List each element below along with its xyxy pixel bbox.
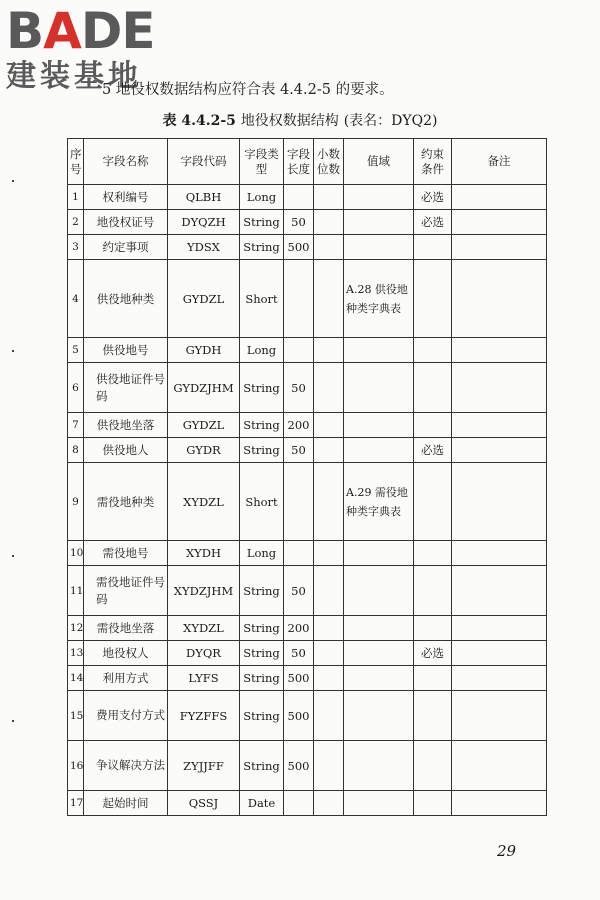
cell-value-domain — [344, 185, 414, 210]
cell-field-type: String — [240, 363, 284, 413]
cell-field-name: 供役地坐落 — [84, 413, 168, 438]
logo-wordmark: BADE — [6, 2, 155, 60]
col-header-name: 字段名称 — [84, 139, 168, 185]
cell-note — [452, 438, 547, 463]
table-row — [68, 235, 547, 260]
table-name: (表名：DYQ2) — [343, 113, 438, 129]
table-row — [68, 641, 547, 666]
cell-seq: 7 — [68, 413, 84, 438]
cell-value-domain — [344, 363, 414, 413]
cell-value-domain — [344, 741, 414, 791]
cell-value-domain — [344, 566, 414, 616]
cell-decimal-places — [314, 616, 344, 641]
cell-decimal-places — [314, 235, 344, 260]
table-header-row — [68, 139, 547, 185]
cell-constraint: 必选 — [414, 185, 452, 210]
cell-field-type: Long — [240, 338, 284, 363]
cell-constraint — [414, 338, 452, 363]
margin-mark — [12, 180, 14, 182]
cell-decimal-places — [314, 541, 344, 566]
cell-decimal-places — [314, 338, 344, 363]
cell-field-code: FYZFFS — [168, 691, 240, 741]
cell-decimal-places — [314, 438, 344, 463]
cell-seq: 2 — [68, 210, 84, 235]
cell-value-domain — [344, 616, 414, 641]
cell-constraint — [414, 541, 452, 566]
cell-constraint — [414, 363, 452, 413]
cell-seq: 12 — [68, 616, 84, 641]
cell-note — [452, 541, 547, 566]
cell-decimal-places — [314, 566, 344, 616]
table-row — [68, 185, 547, 210]
cell-decimal-places — [314, 741, 344, 791]
cell-field-code: GYDH — [168, 338, 240, 363]
cell-decimal-places — [314, 363, 344, 413]
cell-note — [452, 666, 547, 691]
table-row — [68, 363, 547, 413]
cell-value-domain — [344, 438, 414, 463]
cell-field-code: GYDZL — [168, 260, 240, 338]
cell-field-length: 50 — [284, 363, 314, 413]
cell-seq: 6 — [68, 363, 84, 413]
cell-seq: 17 — [68, 791, 84, 816]
cell-note — [452, 566, 547, 616]
cell-field-code: GYDR — [168, 438, 240, 463]
cell-field-name: 费用支付方式 — [84, 691, 168, 741]
cell-note — [452, 210, 547, 235]
cell-decimal-places — [314, 260, 344, 338]
cell-value-domain: A.28 供役地种类字典表 — [344, 260, 414, 338]
cell-field-length: 200 — [284, 413, 314, 438]
cell-constraint — [414, 413, 452, 438]
cell-field-length: 500 — [284, 235, 314, 260]
cell-value-domain — [344, 338, 414, 363]
cell-field-name: 供役地证件号码 — [84, 363, 168, 413]
cell-seq: 13 — [68, 641, 84, 666]
cell-field-code: QSSJ — [168, 791, 240, 816]
cell-note — [452, 363, 547, 413]
table-row — [68, 691, 547, 741]
cell-field-type: String — [240, 210, 284, 235]
cell-seq: 4 — [68, 260, 84, 338]
cell-field-code: ZYJJFF — [168, 741, 240, 791]
cell-note — [452, 741, 547, 791]
cell-decimal-places — [314, 185, 344, 210]
cell-field-length: 50 — [284, 438, 314, 463]
cell-note — [452, 338, 547, 363]
cell-seq: 16 — [68, 741, 84, 791]
cell-field-length — [284, 791, 314, 816]
cell-field-type: String — [240, 666, 284, 691]
table-row — [68, 616, 547, 641]
cell-field-type: String — [240, 741, 284, 791]
cell-field-name: 供役地号 — [84, 338, 168, 363]
cell-field-code: XYDZJHM — [168, 566, 240, 616]
cell-field-type: Short — [240, 463, 284, 541]
cell-decimal-places — [314, 413, 344, 438]
cell-field-name: 供役地人 — [84, 438, 168, 463]
cell-field-name: 约定事项 — [84, 235, 168, 260]
cell-field-length — [284, 260, 314, 338]
col-header-constraint: 约束条件 — [414, 139, 452, 185]
cell-decimal-places — [314, 666, 344, 691]
table-row — [68, 210, 547, 235]
cell-field-type: String — [240, 235, 284, 260]
col-header-domain: 值域 — [344, 139, 414, 185]
cell-field-length: 500 — [284, 666, 314, 691]
cell-field-type: Date — [240, 791, 284, 816]
cell-value-domain — [344, 641, 414, 666]
cell-field-type: String — [240, 566, 284, 616]
table-row — [68, 413, 547, 438]
cell-field-code: DYQZH — [168, 210, 240, 235]
cell-field-name: 需役地号 — [84, 541, 168, 566]
cell-field-length — [284, 463, 314, 541]
cell-value-domain: A.29 需役地种类字典表 — [344, 463, 414, 541]
cell-decimal-places — [314, 641, 344, 666]
cell-decimal-places — [314, 210, 344, 235]
cell-field-name: 供役地种类 — [84, 260, 168, 338]
cell-seq: 5 — [68, 338, 84, 363]
cell-note — [452, 791, 547, 816]
table-caption — [0, 110, 600, 130]
cell-constraint — [414, 260, 452, 338]
cell-constraint: 必选 — [414, 641, 452, 666]
cell-field-code: XYDZL — [168, 616, 240, 641]
col-header-decimal: 小数位数 — [314, 139, 344, 185]
cell-constraint — [414, 463, 452, 541]
table-row — [68, 260, 547, 338]
cell-constraint: 必选 — [414, 438, 452, 463]
cell-seq: 10 — [68, 541, 84, 566]
cell-field-length: 500 — [284, 691, 314, 741]
cell-field-name: 利用方式 — [84, 666, 168, 691]
cell-field-name: 地役权证号 — [84, 210, 168, 235]
cell-field-code: XYDH — [168, 541, 240, 566]
col-header-length: 字段长度 — [284, 139, 314, 185]
intro-text: 5 地役权数据结构应符合表 4.4.2-5 的要求。 — [102, 82, 394, 98]
cell-field-type: String — [240, 641, 284, 666]
table-row — [68, 338, 547, 363]
cell-field-name: 地役权人 — [84, 641, 168, 666]
cell-note — [452, 616, 547, 641]
cell-value-domain — [344, 666, 414, 691]
cell-field-code: GYDZJHM — [168, 363, 240, 413]
cell-field-code: QLBH — [168, 185, 240, 210]
cell-seq: 14 — [68, 666, 84, 691]
table-title: 地役权数据结构 — [240, 113, 339, 129]
cell-field-name: 权利编号 — [84, 185, 168, 210]
cell-field-length: 50 — [284, 566, 314, 616]
cell-note — [452, 185, 547, 210]
cell-note — [452, 641, 547, 666]
cell-seq: 1 — [68, 185, 84, 210]
margin-mark — [12, 350, 14, 352]
cell-value-domain — [344, 541, 414, 566]
cell-decimal-places — [314, 791, 344, 816]
logo-chinese-text: 建装基地 — [6, 59, 142, 94]
col-header-code: 字段代码 — [168, 139, 240, 185]
cell-field-type: Short — [240, 260, 284, 338]
data-structure-table — [67, 138, 547, 816]
table-row — [68, 438, 547, 463]
cell-seq: 9 — [68, 463, 84, 541]
cell-note — [452, 235, 547, 260]
cell-field-length: 500 — [284, 741, 314, 791]
col-header-seq: 序号 — [68, 139, 84, 185]
cell-field-name: 需役地坐落 — [84, 616, 168, 641]
cell-field-type: String — [240, 691, 284, 741]
table-row — [68, 566, 547, 616]
cell-constraint — [414, 616, 452, 641]
cell-constraint — [414, 691, 452, 741]
cell-field-length: 50 — [284, 210, 314, 235]
cell-constraint — [414, 791, 452, 816]
table-body — [68, 185, 547, 816]
cell-field-type: String — [240, 438, 284, 463]
col-header-note: 备注 — [452, 139, 547, 185]
cell-constraint — [414, 666, 452, 691]
cell-constraint — [414, 566, 452, 616]
cell-value-domain — [344, 413, 414, 438]
cell-decimal-places — [314, 691, 344, 741]
cell-field-name: 需役地种类 — [84, 463, 168, 541]
table-row — [68, 741, 547, 791]
cell-field-code: LYFS — [168, 666, 240, 691]
cell-field-type: Long — [240, 185, 284, 210]
cell-field-length: 200 — [284, 616, 314, 641]
cell-constraint: 必选 — [414, 210, 452, 235]
table-row — [68, 541, 547, 566]
cell-field-length — [284, 541, 314, 566]
cell-field-code: YDSX — [168, 235, 240, 260]
cell-field-code: GYDZL — [168, 413, 240, 438]
cell-field-code: DYQR — [168, 641, 240, 666]
cell-field-code: XYDZL — [168, 463, 240, 541]
table-row — [68, 463, 547, 541]
cell-value-domain — [344, 691, 414, 741]
cell-value-domain — [344, 791, 414, 816]
cell-field-length — [284, 338, 314, 363]
cell-note — [452, 691, 547, 741]
cell-value-domain — [344, 235, 414, 260]
cell-note — [452, 413, 547, 438]
margin-mark — [12, 720, 14, 722]
cell-field-type: Long — [240, 541, 284, 566]
cell-field-name: 争议解决方法 — [84, 741, 168, 791]
cell-field-length — [284, 185, 314, 210]
table-row — [68, 666, 547, 691]
cell-constraint — [414, 741, 452, 791]
cell-field-name: 起始时间 — [84, 791, 168, 816]
cell-seq: 8 — [68, 438, 84, 463]
cell-seq: 15 — [68, 691, 84, 741]
page-number: 29 — [497, 842, 517, 860]
cell-note — [452, 463, 547, 541]
cell-value-domain — [344, 210, 414, 235]
margin-mark — [12, 555, 14, 557]
table-number: 表 4.4.2-5 — [162, 113, 236, 129]
table-row — [68, 791, 547, 816]
cell-decimal-places — [314, 463, 344, 541]
cell-field-length: 50 — [284, 641, 314, 666]
cell-constraint — [414, 235, 452, 260]
col-header-type: 字段类型 — [240, 139, 284, 185]
cell-seq: 11 — [68, 566, 84, 616]
cell-field-name: 需役地证件号码 — [84, 566, 168, 616]
cell-field-type: String — [240, 413, 284, 438]
cell-field-type: String — [240, 616, 284, 641]
cell-note — [452, 260, 547, 338]
cell-seq: 3 — [68, 235, 84, 260]
